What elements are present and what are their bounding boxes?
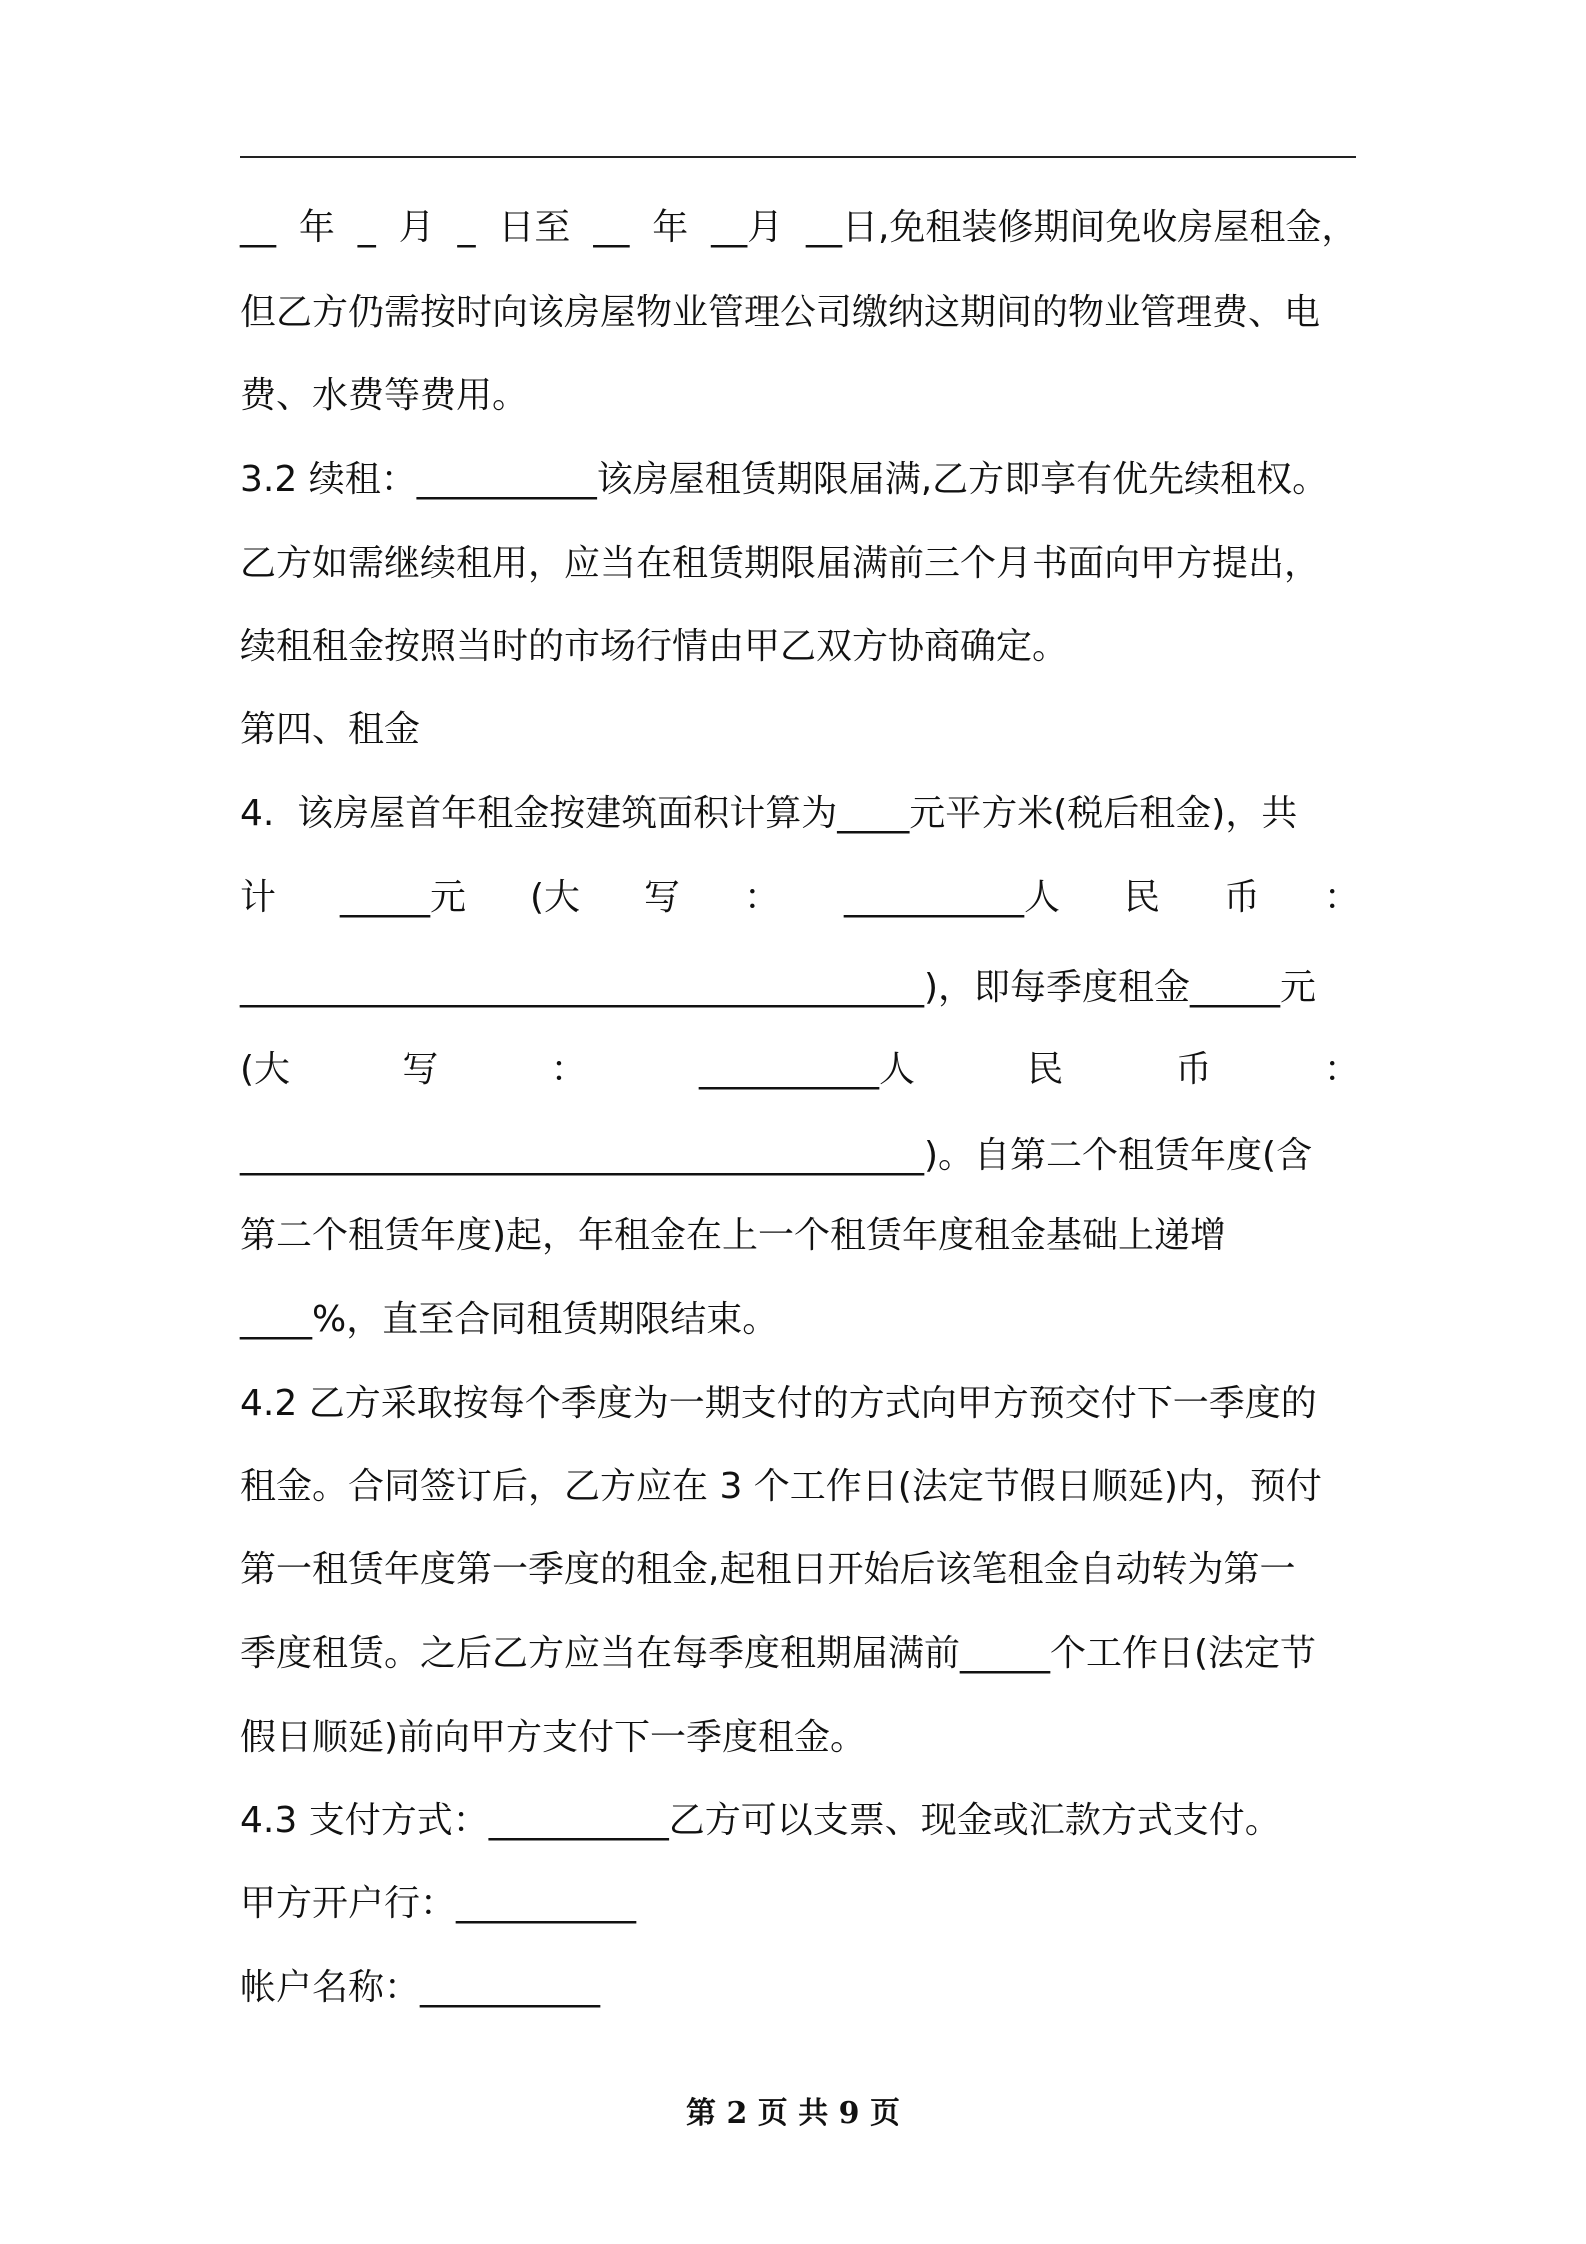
justified-token: ： xyxy=(743,877,780,918)
justified-token: 计 xyxy=(240,877,277,918)
body-line: ______________________________________)，即每季度租金_____元 xyxy=(240,967,1317,1008)
body-line: ____%，直至合同租赁期限结束。 xyxy=(240,1299,779,1340)
body-line: 续租租金按照当时的市场行情由甲乙双方协商确定。 xyxy=(240,626,1069,667)
body-line: __ 年 _ 月 _ 日至 __ 年 __月 __日,免租装修期间免收房屋租金， xyxy=(240,207,1358,248)
justified-token: 民 xyxy=(1123,877,1160,918)
body-line: 乙方如需继续租用，应当在租赁期限届满前三个月书面向甲方提出， xyxy=(240,543,1321,584)
body-line: 4.3 支付方式：__________乙方可以支票、现金或汇款方式支付。 xyxy=(240,1800,1281,1841)
justified-token: __________人 xyxy=(698,1049,915,1090)
body-line: 甲方开户行：__________ xyxy=(240,1883,637,1924)
body-line: 3.2 续租：__________该房屋租赁期限届满,乙方即享有优先续租权。 xyxy=(240,459,1329,500)
body-line: 租金。合同签订后，乙方应在 3 个工作日(法定节假日顺延)内，预付 xyxy=(240,1466,1322,1507)
body-line: 假日顺延)前向甲方支付下一季度租金。 xyxy=(240,1717,867,1758)
justified-token: 民 xyxy=(1027,1049,1064,1090)
body-line: 季度租赁。之后乙方应当在每季度租期届满前_____个工作日(法定节 xyxy=(240,1633,1317,1674)
justified-token: 写 xyxy=(402,1049,439,1090)
body-line: 但乙方仍需按时向该房屋物业管理公司缴纳这期间的物业管理费、电 xyxy=(240,292,1321,333)
justified-token: 写 xyxy=(643,877,680,918)
justified-token: _____元 xyxy=(339,877,466,918)
body-line: 第二个租赁年度)起，年租金在上一个租赁年度租金基础上递增 xyxy=(240,1215,1227,1256)
justified-token: 币 xyxy=(1175,1049,1212,1090)
justified-line xyxy=(240,1040,1360,1100)
section-heading: 第四、租金 xyxy=(240,709,421,750)
justified-token: __________人 xyxy=(843,877,1060,918)
header-rule xyxy=(240,156,1356,158)
justified-token: ： xyxy=(550,1049,587,1090)
justified-token: ： xyxy=(1323,1049,1360,1090)
body-line: 4.2 乙方采取按每个季度为一期支付的方式向甲方预交付下一季度的 xyxy=(240,1383,1317,1424)
body-line: 费、水费等费用。 xyxy=(240,375,529,416)
body-line: 4. 该房屋首年租金按建筑面积计算为____元平方米(税后租金)，共 xyxy=(240,793,1298,834)
justified-line xyxy=(240,868,1360,928)
page-number: 第 2 页 共 9 页 xyxy=(686,2096,900,2131)
justified-token: (大 xyxy=(240,1049,291,1090)
body-line: 第一租赁年度第一季度的租金,起租日开始后该笔租金自动转为第一 xyxy=(240,1549,1296,1590)
body-line: ______________________________________)。自第二个租赁年度(含 xyxy=(240,1135,1313,1176)
justified-token: (大 xyxy=(529,877,581,918)
justified-token: 币 xyxy=(1223,877,1260,918)
body-line: 帐户名称：__________ xyxy=(240,1967,601,2008)
justified-token: ： xyxy=(1323,877,1360,918)
